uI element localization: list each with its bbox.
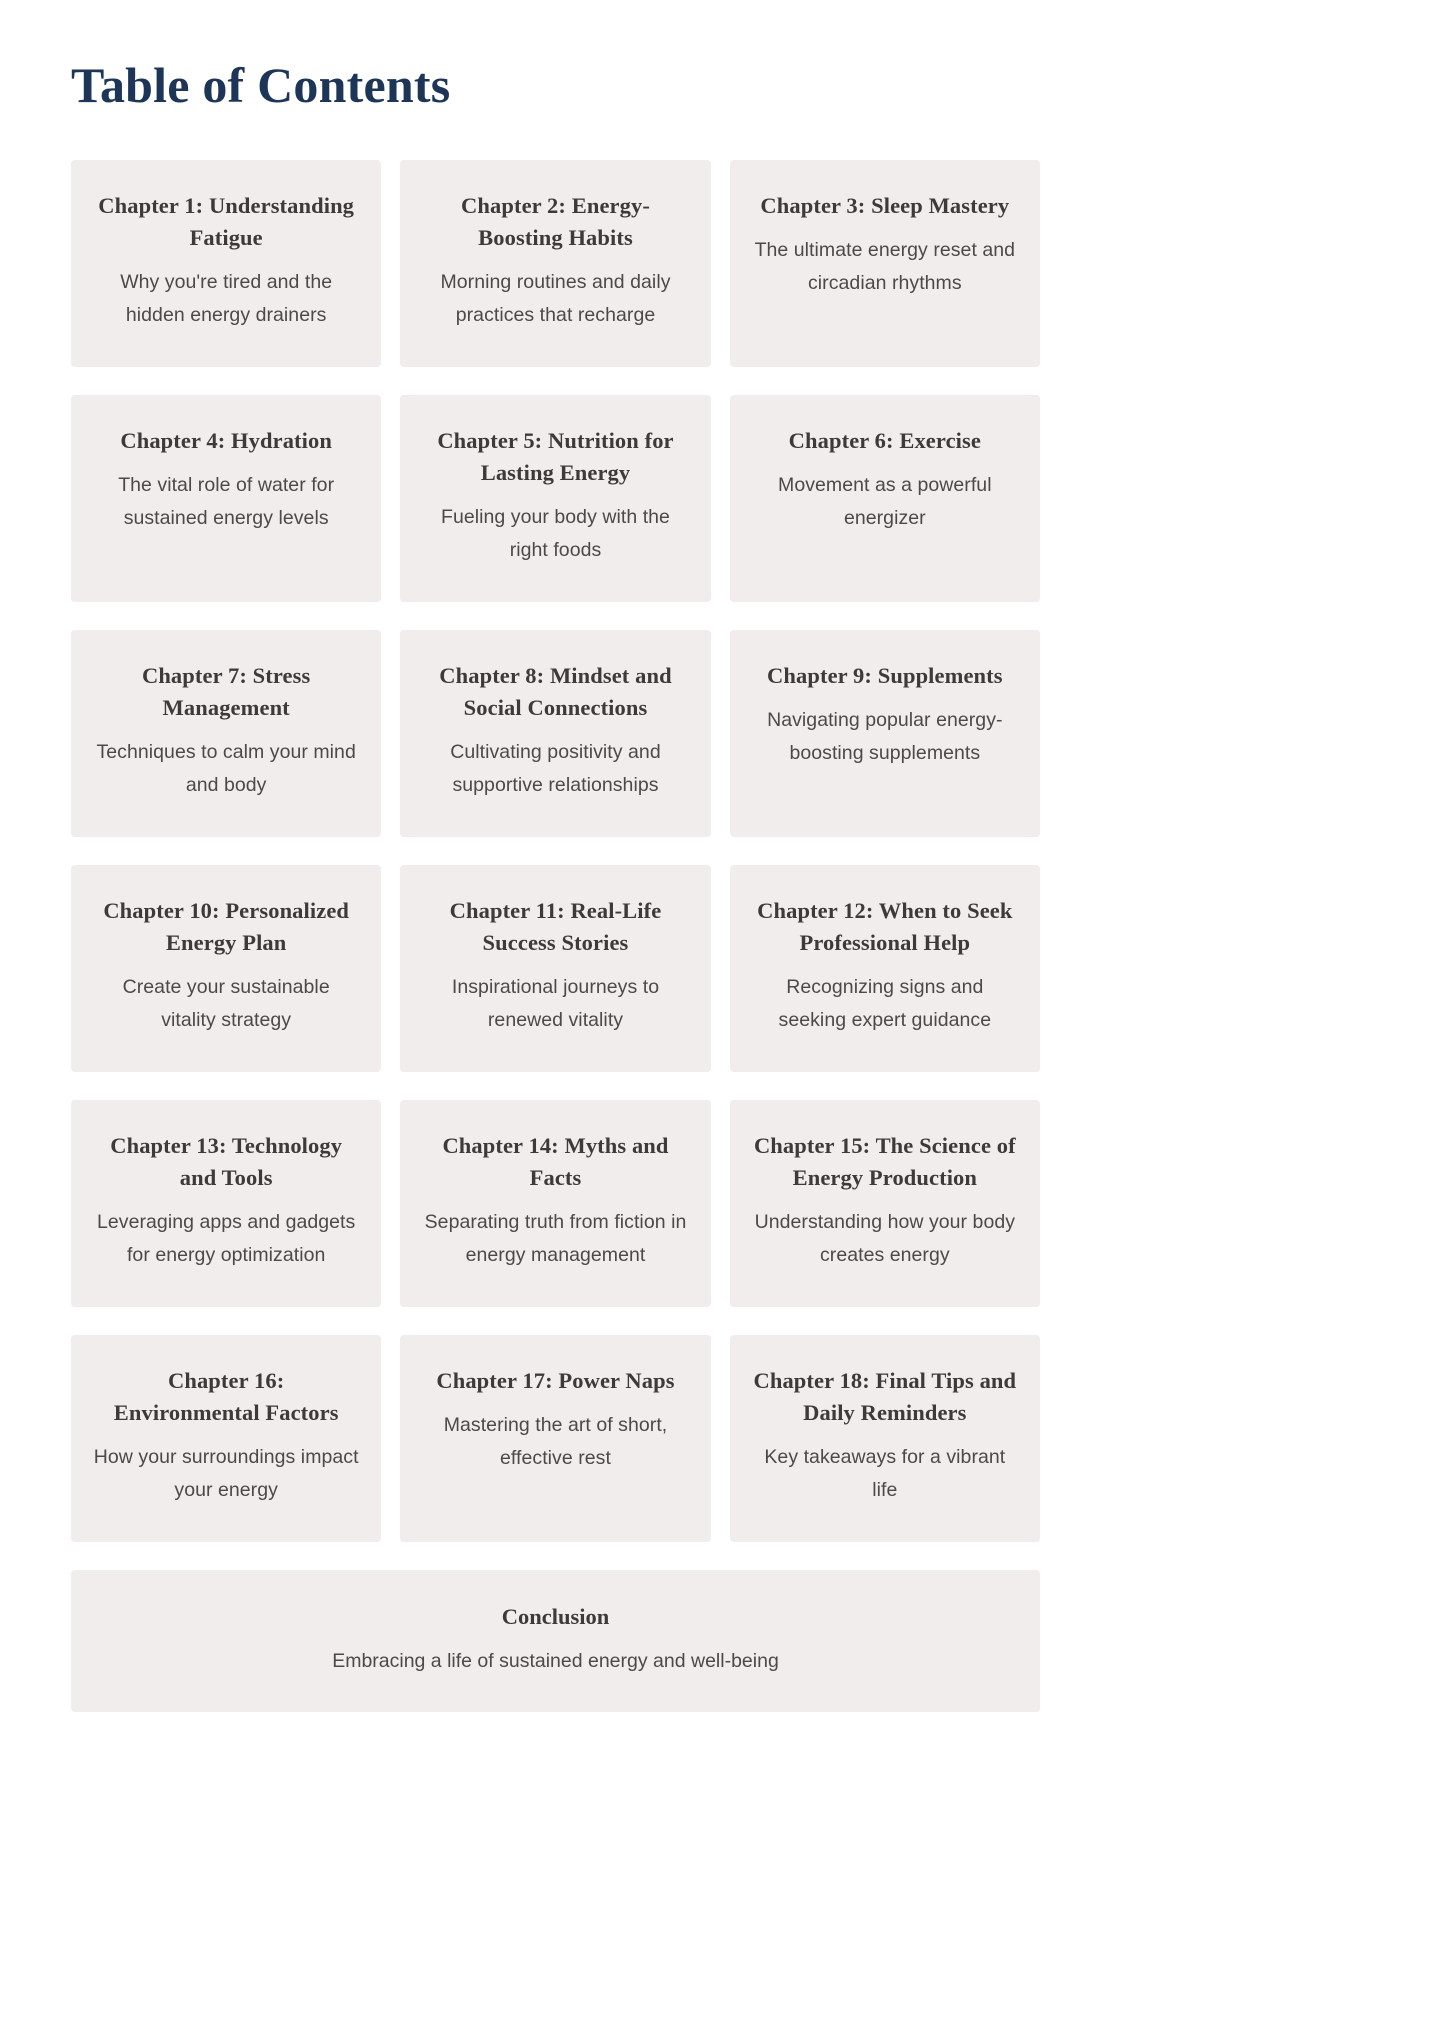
chapter-description: Understanding how your body creates energy xyxy=(754,1210,1016,1267)
chapter-description: Inspirational journeys to renewed vitality xyxy=(451,975,660,1032)
chapter-card[interactable] xyxy=(400,395,710,602)
chapter-card[interactable] xyxy=(400,160,710,367)
chapter-card[interactable] xyxy=(730,160,1040,367)
chapter-card[interactable] xyxy=(730,865,1040,1072)
chapter-title: Chapter 12: When to Seek Professional Help xyxy=(757,897,1013,955)
chapter-card[interactable] xyxy=(730,630,1040,837)
chapter-description: Movement as a powerful energizer xyxy=(778,473,992,530)
chapter-card[interactable] xyxy=(71,1100,381,1307)
chapter-grid xyxy=(71,160,1040,1712)
chapter-title: Chapter 14: Myths and Facts xyxy=(442,1132,669,1190)
chapter-title: Chapter 7: Stress Management xyxy=(141,662,311,720)
chapter-title: Chapter 16: Environmental Factors xyxy=(113,1367,339,1425)
chapter-description: Navigating popular energy-boosting supplements xyxy=(767,708,1003,765)
chapter-card[interactable] xyxy=(400,630,710,837)
conclusion-title: Conclusion xyxy=(501,1603,610,1629)
chapter-description: Recognizing signs and seeking expert guidance xyxy=(778,975,992,1032)
chapter-description: Morning routines and daily practices that recharge xyxy=(440,270,671,327)
chapter-description: Mastering the art of short, effective rest xyxy=(443,1413,668,1470)
chapter-card[interactable] xyxy=(400,865,710,1072)
chapter-description: How your surroundings impact your energy xyxy=(93,1445,359,1502)
chapter-title: Chapter 3: Sleep Mastery xyxy=(760,193,1010,218)
chapter-card[interactable] xyxy=(71,395,381,602)
chapter-card[interactable] xyxy=(400,1335,710,1542)
chapter-description: The vital role of water for sustained energy levels xyxy=(118,473,335,530)
chapter-description: Key takeaways for a vibrant life xyxy=(764,1445,1006,1502)
chapter-description: Cultivating positivity and supportive relationships xyxy=(450,740,661,797)
chapter-description: The ultimate energy reset and circadian rhythms xyxy=(754,238,1016,295)
chapter-description: Create your sustainable vitality strategy xyxy=(122,975,330,1032)
chapter-card[interactable] xyxy=(730,395,1040,602)
chapter-title: Chapter 1: Understanding Fatigue xyxy=(98,193,355,250)
chapter-description: Why you're tired and the hidden energy drainers xyxy=(120,270,333,327)
chapter-title: Chapter 15: The Science of Energy Production xyxy=(753,1132,1016,1190)
chapter-title: Chapter 13: Technology and Tools xyxy=(110,1132,343,1190)
chapter-card[interactable] xyxy=(71,865,381,1072)
chapter-title: Chapter 8: Mindset and Social Connections xyxy=(439,662,672,720)
chapter-card[interactable] xyxy=(730,1100,1040,1307)
chapter-card[interactable] xyxy=(71,630,381,837)
chapter-title: Chapter 10: Personalized Energy Plan xyxy=(103,897,350,955)
chapter-title: Chapter 5: Nutrition for Lasting Energy xyxy=(437,427,674,485)
page-title: Table of Contents xyxy=(71,57,451,113)
chapter-card[interactable] xyxy=(730,1335,1040,1542)
chapter-description: Fueling your body with the right foods xyxy=(441,505,670,562)
chapter-card[interactable] xyxy=(71,1335,381,1542)
chapter-title: Chapter 2: Energy-Boosting Habits xyxy=(461,193,650,250)
chapter-title: Chapter 11: Real-Life Success Stories xyxy=(449,897,662,955)
conclusion-description: Embracing a life of sustained energy and well-being xyxy=(332,1649,779,1672)
chapter-title: Chapter 9: Supplements xyxy=(767,662,1003,688)
chapter-card[interactable] xyxy=(400,1100,710,1307)
chapter-title: Chapter 6: Exercise xyxy=(788,427,981,453)
chapter-description: Leveraging apps and gadgets for energy optimization xyxy=(97,1210,356,1267)
chapter-title: Chapter 4: Hydration xyxy=(120,427,332,453)
conclusion-card[interactable] xyxy=(71,1570,1040,1712)
chapter-title: Chapter 18: Final Tips and Daily Reminders xyxy=(753,1367,1017,1425)
chapter-card[interactable] xyxy=(71,160,381,367)
chapter-title: Chapter 17: Power Naps xyxy=(436,1367,675,1393)
chapter-description: Separating truth from fiction in energy management xyxy=(424,1210,687,1267)
chapter-description: Techniques to calm your mind and body xyxy=(96,740,356,797)
